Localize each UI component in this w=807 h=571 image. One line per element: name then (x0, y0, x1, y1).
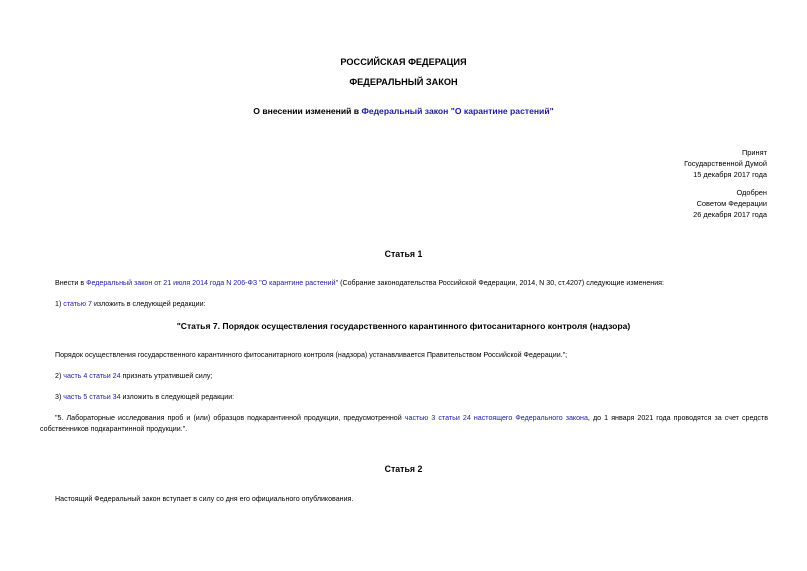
article2-heading: Статья 2 (384, 464, 423, 474)
approved-line: Советом Федерации (696, 199, 767, 208)
quoted-article7-text: Порядок осуществления государственного карантинного фитосанитарного контроля (надзора) устанавливается Правительством Российской Федерации."; (55, 351, 568, 359)
approved-line: Одобрен (736, 188, 767, 197)
item1 (55, 300, 206, 308)
quoted-article7-heading: "Статья 7. Порядок осуществления государственного карантинного фитосанитарного контроля (надзора) (176, 321, 631, 331)
intro-prefix: Внести в (55, 279, 87, 287)
item3-quote-prefix: "5. Лабораторные исследования проб и (или) образцов подкарантинной продукции, предусмотренной (55, 414, 405, 422)
item2-link[interactable]: часть 4 статьи 24 (63, 372, 121, 380)
approved-block (693, 187, 767, 220)
item1-link[interactable]: статью 7 (63, 300, 92, 308)
article2-text: Настоящий Федеральный закон вступает в силу со дня его официального опубликования. (55, 495, 354, 503)
item3-quote-paragraph (40, 413, 768, 435)
article1-heading: Статья 1 (384, 249, 423, 259)
accepted-block (684, 147, 767, 180)
item1-prefix: 1) (55, 300, 64, 308)
intro-law-link[interactable]: Федеральный закон от 21 июля 2014 года N 206-ФЗ "О карантине растений" (86, 279, 339, 287)
item3-quote-link[interactable]: частью 3 статьи 24 настоящего Федерального закона (404, 414, 588, 422)
item2-prefix: 2) (55, 372, 64, 380)
intro-suffix: (Собрание законодательства Российской Федерации, 2014, N 30, ст.4207) следующие изменения: (338, 279, 664, 287)
law-title (0, 106, 807, 116)
approved-line: 26 декабря 2017 года (693, 210, 767, 219)
doc-type-heading: ФЕДЕРАЛЬНЫЙ ЗАКОН (349, 77, 458, 87)
accepted-line: Государственной Думой (684, 159, 767, 168)
law-title-link[interactable]: Федеральный закон "О карантине растений" (361, 106, 554, 116)
item2 (55, 372, 212, 380)
accepted-line: 15 декабря 2017 года (693, 170, 767, 179)
law-title-prefix: О внесении изменений в (253, 106, 362, 116)
country-heading: РОССИЙСКАЯ ФЕДЕРАЦИЯ (340, 57, 467, 67)
accepted-line: Принят (741, 148, 767, 157)
item3-link[interactable]: часть 5 статьи 34 (63, 393, 121, 401)
item1-suffix: изложить в следующей редакции: (91, 300, 206, 308)
item2-suffix: признать утратившей силу; (120, 372, 213, 380)
item3-suffix: изложить в следующей редакции: (120, 393, 235, 401)
item3-prefix: 3) (55, 393, 64, 401)
article1-intro (55, 279, 664, 287)
item3-quote-suffix: , до 1 января 2021 года проводятся за счет средств собственников подкарантинной продукции.". (40, 414, 768, 433)
item3 (55, 393, 234, 401)
